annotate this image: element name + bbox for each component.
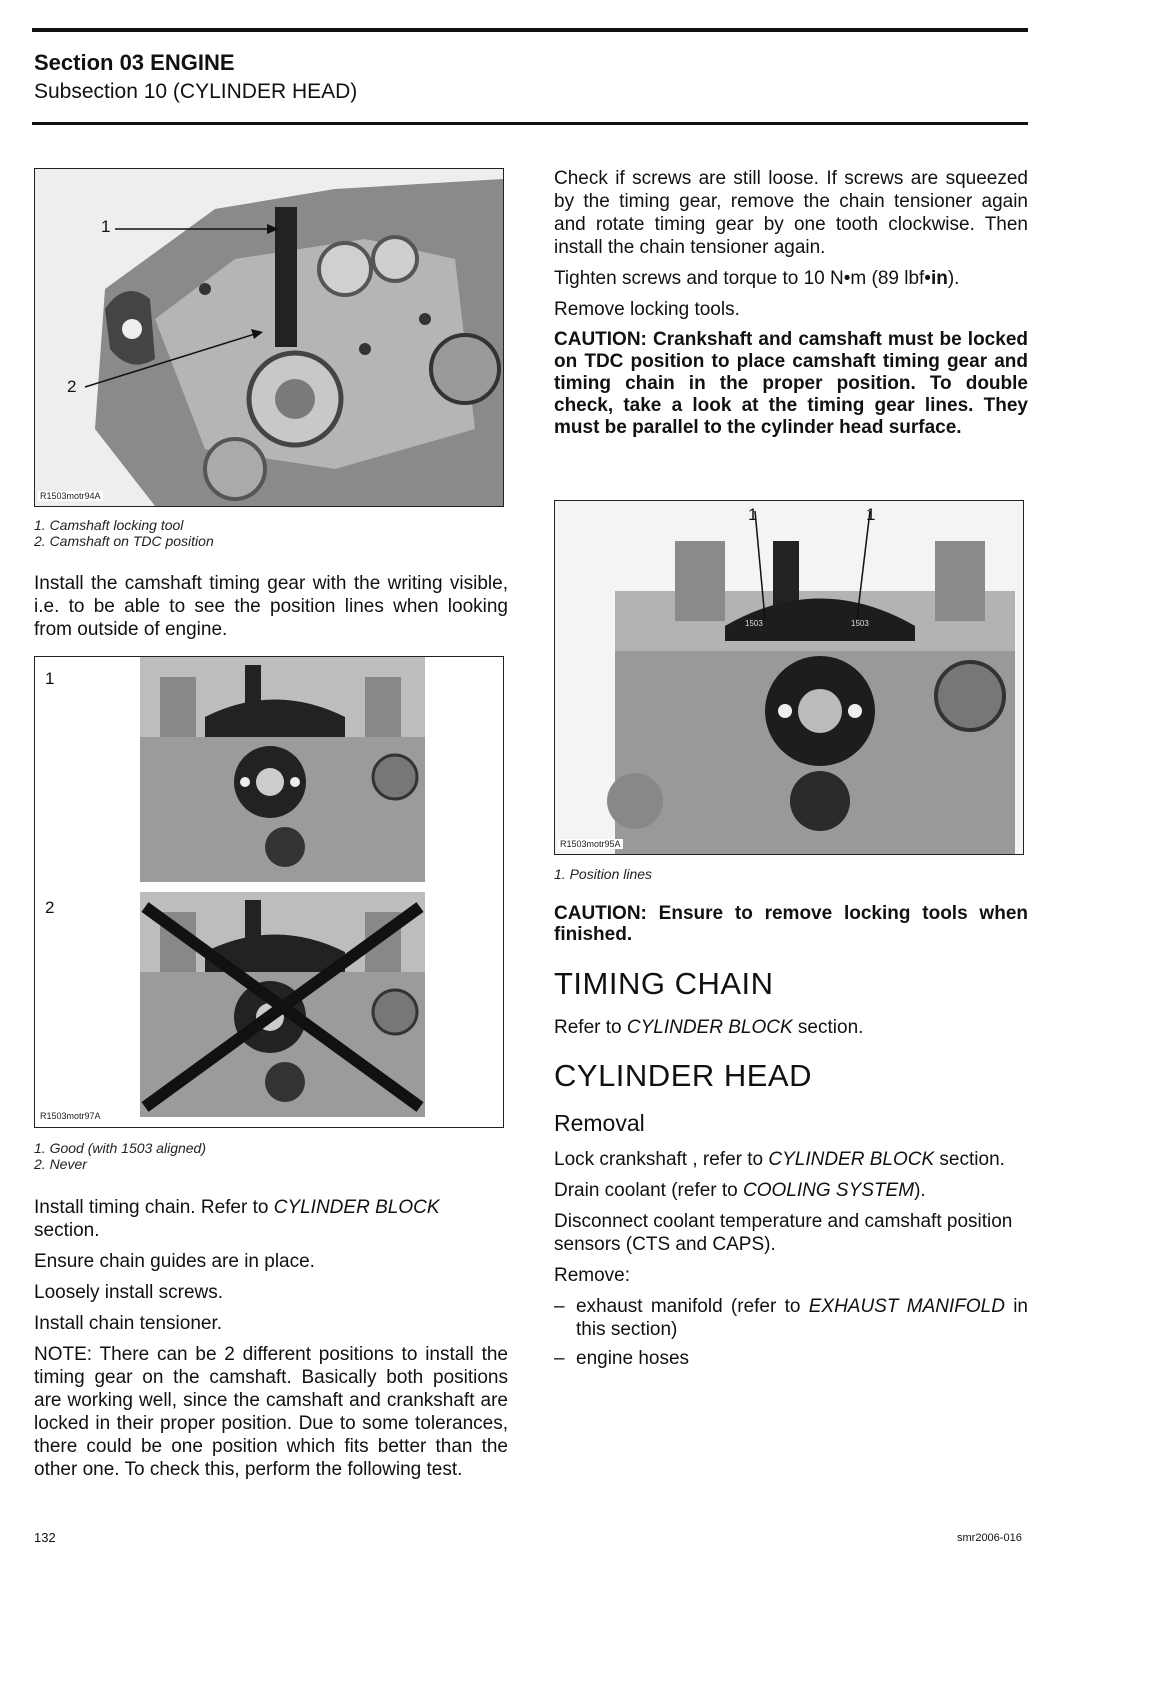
p-lock (554, 1148, 1028, 1171)
list-dash: – (554, 1348, 565, 1369)
list-item-text (576, 1295, 1028, 1341)
fig3-caption-1: 1. Position lines (554, 866, 653, 882)
gear-marking-left: 1503 (745, 619, 763, 628)
figure-position-lines (554, 500, 1024, 855)
caution-2 (554, 903, 1028, 953)
ref-cooling-system: COOLING SYSTEM (743, 1180, 915, 1201)
fig2-caption (34, 1140, 206, 1172)
heading-cylinder-head: CYLINDER HEAD (554, 1058, 812, 1093)
p-torque (554, 267, 1028, 290)
p-check: Check if screws are still loose. If screws are squeezed by the timing gear, remove the chain tensioner again and rotate timing gear by one tooth clockwise. Then install the chain tensioner again. (554, 168, 1028, 258)
list-item-2-text: engine hoses (576, 1348, 690, 1369)
caution-1-text: Crankshaft and camshaft must be locked on TDC position to place camshaft timing gear and timing chain in the proper position. To double check, take a look at the timing gear lines. They must be parallel to the cylinder head surface. (554, 329, 1028, 438)
p-refer-end: section. (792, 1017, 864, 1038)
removal-steps (554, 1148, 1028, 1370)
header-rule-top (32, 28, 1028, 32)
ref-cylinder-block-3: CYLINDER BLOCK (768, 1149, 935, 1170)
p-disconnect: Disconnect coolant temperature and camshaft position sensors (CTS and CAPS). (554, 1211, 1013, 1255)
subsection-title: Subsection 10 (CYLINDER HEAD) (34, 80, 358, 103)
ref-cylinder-block-2: CYLINDER BLOCK (626, 1017, 793, 1038)
fig1-caption-2: 2. Camshaft on TDC position (34, 533, 214, 549)
right-top (554, 167, 1028, 447)
doc-code: smr2006-016 (957, 1532, 1022, 1544)
fig3-callout-1b: 1 (866, 505, 876, 524)
fig1-callout-1: 1 (101, 217, 111, 236)
p-remove-tools: Remove locking tools. (554, 299, 740, 320)
refer-timing-chain (554, 1016, 1028, 1047)
p-install-chain-text: Install timing chain. Refer to (34, 1197, 274, 1218)
ref-exhaust-manifold: EXHAUST MANIFOLD (808, 1296, 1005, 1317)
fig1-code: R1503motr94A (40, 491, 101, 501)
note-text: There can be 2 different positions to install the timing gear on the camshaft. Basically both positions are working well, since the camshaft and crankshaft are locked in their proper position. Due to some tolerances, there could be one position which fits better than the other one. To check this, perform the following test. (34, 1344, 508, 1480)
p-torque-unit: in (930, 268, 948, 289)
fig2-caption-2: 2. Never (34, 1156, 87, 1172)
page-number: 132 (34, 1530, 56, 1545)
note (34, 1343, 508, 1481)
p-lock-end: section. (934, 1149, 1005, 1170)
gear-marking-right: 1503 (851, 619, 869, 628)
figure-camshaft-locking-tool (34, 168, 504, 507)
p-drain-end: ). (914, 1180, 926, 1201)
p-install-gear: Install the camshaft timing gear with the writing visible, i.e. to be able to see the position lines when looking from outside of engine. (34, 573, 508, 640)
p-install-chain-end: section. (34, 1220, 100, 1241)
p-drain (554, 1179, 1028, 1202)
fig2-caption-1: 1. Good (with 1503 aligned) (34, 1140, 206, 1156)
p-install-chain (34, 1196, 508, 1242)
header-rule-bottom (32, 122, 1028, 125)
p-lock-text: Lock crankshaft , refer to (554, 1149, 769, 1170)
fig3-callout-1a: 1 (748, 505, 758, 524)
engine-photo-3 (555, 501, 1023, 854)
fig3-code: R1503motr95A (560, 839, 621, 849)
fig3-caption (554, 866, 652, 882)
list-item (554, 1295, 1028, 1341)
list-item (554, 1347, 1028, 1370)
list-dash: – (554, 1296, 565, 1317)
p-screws: Loosely install screws. (34, 1282, 224, 1303)
p-remove: Remove: (554, 1265, 631, 1286)
left-body (34, 1196, 508, 1489)
p-torque-end: ). (947, 268, 960, 289)
caution-1 (554, 329, 1028, 439)
fig1-caption-1: 1. Camshaft locking tool (34, 517, 184, 533)
section-title: Section 03 ENGINE (34, 50, 235, 75)
caution-2-label: CAUTION: (554, 903, 647, 924)
fig2-code: R1503motr97A (40, 1111, 101, 1121)
p-guides: Ensure chain guides are in place. (34, 1251, 315, 1272)
fig1-caption (34, 517, 214, 549)
ref-cylinder-block: CYLINDER BLOCK (273, 1197, 440, 1218)
fig1-callout-2: 2 (67, 377, 77, 396)
heading-removal: Removal (554, 1110, 645, 1136)
figure-good-never (34, 656, 504, 1128)
note-label: NOTE: (34, 1344, 93, 1365)
p-drain-text: Drain coolant (refer to (554, 1180, 744, 1201)
fig2-callout-2: 2 (45, 898, 55, 917)
caution-2-text: Ensure to remove locking tools when finished. (554, 903, 1028, 945)
engine-photo-2 (35, 657, 503, 1127)
list-item-1-end: in this section) (576, 1296, 1028, 1340)
fig2-callout-1: 1 (45, 669, 55, 688)
left-intro (34, 572, 508, 649)
p-tensioner: Install chain tensioner. (34, 1313, 223, 1334)
heading-timing-chain: TIMING CHAIN (554, 966, 774, 1001)
p-torque-text: Tighten screws and torque to 10 N•m (89 lbf• (554, 268, 931, 289)
list-item-1-text: exhaust manifold (refer to (576, 1296, 809, 1317)
caution-1-label: CAUTION: (554, 329, 647, 350)
p-refer-text: Refer to (554, 1017, 627, 1038)
